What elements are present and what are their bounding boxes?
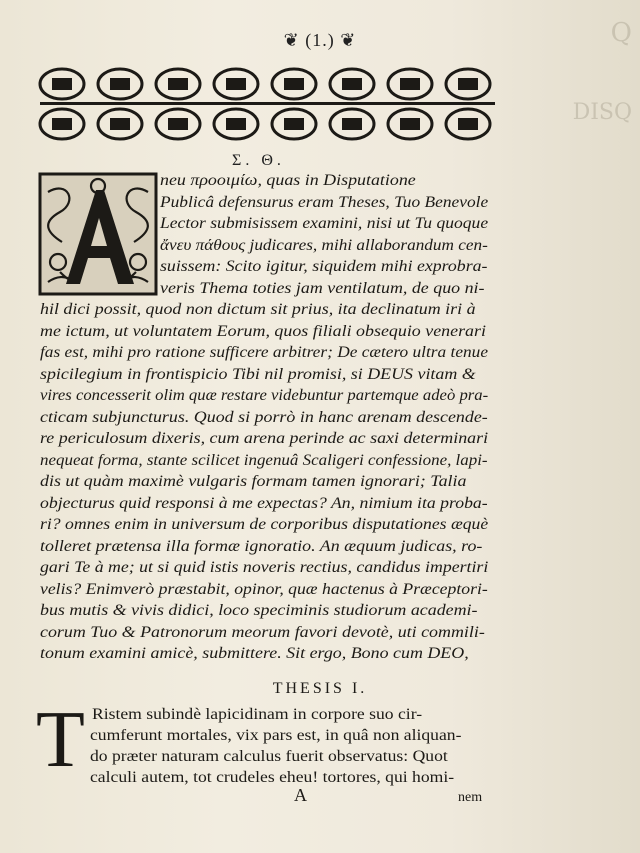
dedication-line: Publicâ defensurus eram Theses, Tuo Benevole [160, 193, 489, 211]
decorated-initial-A [38, 172, 158, 296]
dedication-line: re periculosum dixeris, cum arena perinde ac saxi determinari [40, 430, 489, 447]
dedication-line: ri? omnes enim in universum de corporibus disputationes æquè [40, 516, 489, 533]
dedication-line: ἄνευ πάθους judicares, mihi allaborandum cen- [160, 236, 488, 254]
dedication-line: bus mutis & vivis didici, loco speciminis studiorum academi- [40, 602, 478, 619]
ornament-row-bottom [40, 109, 490, 139]
dedication-line: objecturus quid responsi à me expectas? An, nimium ita proba- [40, 494, 488, 512]
catchword: nem [458, 790, 483, 805]
page-number: (1.) [305, 30, 335, 50]
dedication-line: suissem: Scito igitur, siquidem mihi exprobra- [160, 258, 488, 275]
printer-signature: A [294, 785, 307, 805]
bleed-through-text: Q [610, 18, 632, 48]
dedication-line: tonum examini amicè, submittere. Sit ergo, Bono cum DEO, [40, 645, 469, 662]
thesis-drop-initial: T [36, 696, 85, 784]
dedication-line: hil dici possit, quod non dictum sit prius, ita declinatum iri à [40, 301, 476, 318]
dedication-line: tolleret prætensa illa formæ ignoratio. An æquum judicas, ro- [40, 537, 483, 555]
dedication-line: vires concesserit olim quæ restare videbuntur partemque adeò pra- [40, 387, 489, 404]
dedication-line: fas est, mihi pro ratione sufficere arbitrer; De cætero ultra tenue [40, 344, 489, 361]
dedication-line: neu προοιμίω, quas in Disputatione [160, 172, 416, 189]
thesis-heading: THESIS I. [272, 680, 368, 697]
dedication-line: Lector submisissem examini, nisi ut Tu quoque [160, 215, 489, 232]
bleed-through-text: DISQ [572, 100, 632, 125]
ornament-row-top [40, 69, 490, 99]
running-header [0, 30, 640, 51]
thesis-line: calculi autem, tot crudeles eheu! tortores, qui homi- [90, 769, 455, 786]
dedication-line: me ictum, ut voluntatem Eorum, quos filiali obsequio venerari [40, 322, 486, 340]
thesis-line: do præter naturam calculus fuerit observatus: Quot [90, 748, 448, 765]
dedication-line: cticam subjuncturus. Quod si porrò in hanc arenam descende- [40, 408, 488, 426]
dedication-line: dis ut quàm maximè vulgaris formam tamen ignorari; Talia [40, 473, 467, 490]
head-ornament-band [32, 62, 502, 148]
dedication-line: corum Tuo & Patronorum meorum favori devotè, uti commili- [40, 623, 485, 641]
dedication-line: spicilegium in frontispicio Tibi nil promisi, si DEUS vitam & [40, 365, 476, 383]
thesis-line: cumferunt mortales, vix pars est, in quâ non aliquan- [90, 727, 462, 744]
dedication-line: nequeat forma, stante scilicet ingenuâ Scaligeri confessione, lapi- [40, 451, 488, 469]
dedication-line: veris Thema toties jam ventilatum, de quo ni- [160, 279, 485, 297]
thesis-line: Ristem subindè lapicidinam in corpore suo cir- [92, 706, 423, 723]
dedication-line: gari Te à me; ut si quid istis noveris rectius, candidus impertiri [40, 559, 489, 576]
header-left-ornament: ❦ [283, 30, 300, 50]
section-signature-mark: Σ. Θ. [232, 152, 285, 169]
dedication-line: velis? Enimverò præstabit, opinor, quæ hactenus à Præceptori- [40, 580, 488, 598]
header-right-ornament: ❦ [340, 30, 357, 50]
